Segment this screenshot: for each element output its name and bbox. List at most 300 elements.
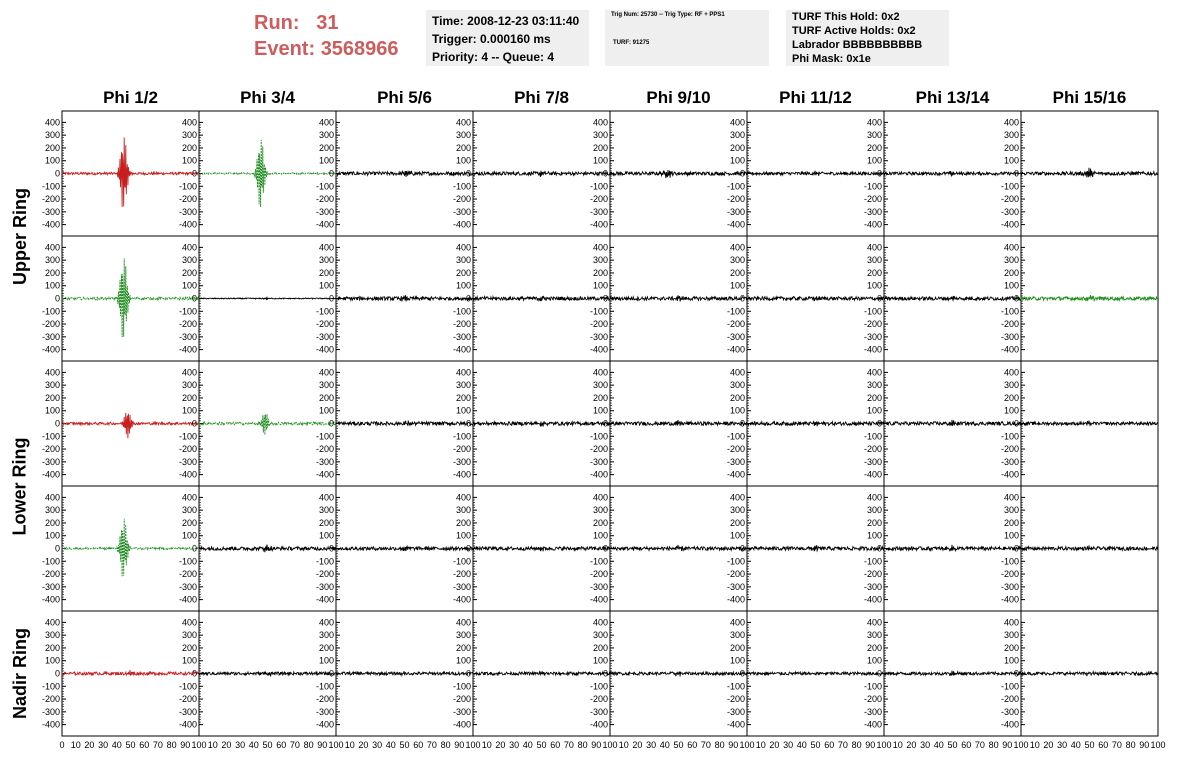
y-tick-label: 400 (44, 492, 60, 503)
panel-r1-c7 (1001, 236, 1158, 361)
panel-r4-c7 (1001, 611, 1158, 736)
y-tick-label: -100 (41, 681, 60, 692)
x-tick-label: 10 (1029, 740, 1040, 750)
y-tick-label: 400 (455, 242, 471, 253)
y-tick-label: 100 (592, 530, 608, 541)
labrador-line: Labrador BBBBBBBBBB (792, 39, 923, 51)
panel-r2-c3 (453, 361, 610, 486)
waveform-trace (1021, 168, 1158, 178)
y-tick-label: 100 (455, 655, 471, 666)
y-tick-label: -400 (41, 594, 60, 605)
y-tick-label: 400 (1003, 242, 1019, 253)
y-tick-label: 200 (866, 517, 882, 528)
waveform-trace (610, 170, 747, 178)
y-tick-label: -100 (178, 306, 197, 317)
y-tick-label: 200 (44, 267, 60, 278)
x-tick-label: 90 (1139, 740, 1150, 750)
y-tick-label: -300 (589, 706, 608, 717)
y-tick-label: -400 (41, 469, 60, 480)
panel-r3-c7 (1001, 486, 1158, 611)
x-tick-label: 60 (550, 740, 561, 750)
y-tick-label: -300 (178, 456, 197, 467)
y-tick-label: 0 (54, 293, 60, 304)
panel-r1-c5 (727, 236, 884, 361)
y-tick-label: 400 (44, 117, 60, 128)
panel-r4-c1 (179, 611, 336, 736)
y-tick-label: 0 (876, 668, 882, 679)
x-tick-label: 80 (988, 740, 999, 750)
x-tick-label: 10 (344, 740, 355, 750)
y-tick-label: 200 (592, 517, 608, 528)
y-tick-label: -300 (726, 331, 745, 342)
y-tick-label: 200 (181, 142, 197, 153)
y-tick-label: -200 (41, 569, 60, 580)
col-header-phi-9-10: Phi 9/10 (646, 88, 711, 107)
y-tick-label: 100 (318, 655, 334, 666)
col-header-phi-3-4: Phi 3/4 (240, 88, 295, 107)
x-tick-label: 0 (59, 740, 65, 750)
event-label: Event: (254, 38, 316, 60)
x-tick-label: 90 (865, 740, 876, 750)
y-tick-label: -200 (726, 194, 745, 205)
y-tick-label: -200 (452, 569, 471, 580)
y-tick-label: 0 (54, 543, 60, 554)
y-tick-label: 300 (181, 130, 197, 141)
x-tick-label: 70 (837, 740, 848, 750)
x-tick-label: 70 (426, 740, 437, 750)
y-tick-label: 300 (866, 380, 882, 391)
panel-r3-c6 (864, 486, 1021, 611)
x-tick-label: 50 (536, 740, 547, 750)
waveform-trace (610, 295, 747, 301)
y-tick-label: -400 (726, 594, 745, 605)
y-tick-label: -400 (178, 344, 197, 355)
y-tick-label: -300 (1000, 706, 1019, 717)
y-tick-label: 400 (455, 617, 471, 628)
col-header-phi-5-6: Phi 5/6 (377, 88, 432, 107)
nadir-ring-label: Nadir Ring (9, 627, 30, 720)
x-tick-label: 20 (769, 740, 780, 750)
panel-r2-c2 (316, 361, 473, 486)
y-tick-label: 0 (465, 668, 471, 679)
y-tick-label: -400 (863, 469, 882, 480)
y-tick-label: 400 (44, 242, 60, 253)
y-tick-label: 400 (181, 242, 197, 253)
y-tick-label: 400 (455, 492, 471, 503)
x-tick-label: 100 (739, 740, 755, 750)
x-tick-label: 30 (372, 740, 383, 750)
y-tick-label: -200 (452, 444, 471, 455)
y-tick-label: 300 (592, 130, 608, 141)
turf-line: TURF: 91275 (613, 40, 650, 46)
panel-r1-c1 (179, 236, 336, 361)
waveform-trace (473, 296, 610, 301)
y-tick-label: -300 (315, 581, 334, 592)
y-tick-label: -200 (315, 694, 334, 705)
y-tick-label: 200 (729, 517, 745, 528)
x-tick-label: 20 (358, 740, 369, 750)
panel-r2-c6 (864, 361, 1021, 486)
y-tick-label: 400 (729, 367, 745, 378)
x-tick-label: 30 (235, 740, 246, 750)
y-tick-label: 300 (44, 380, 60, 391)
x-tick-label: 80 (577, 740, 588, 750)
y-tick-label: 200 (181, 392, 197, 403)
y-tick-label: 200 (729, 642, 745, 653)
y-tick-label: 100 (44, 655, 60, 666)
y-tick-label: -300 (41, 581, 60, 592)
y-tick-label: -100 (452, 306, 471, 317)
x-tick-label: 40 (522, 740, 533, 750)
x-tick-label: 100 (602, 740, 618, 750)
y-tick-label: -100 (863, 181, 882, 192)
y-tick-label: -100 (726, 431, 745, 442)
y-tick-label: -400 (315, 344, 334, 355)
y-tick-label: -400 (1000, 469, 1019, 480)
x-tick-label: 80 (714, 740, 725, 750)
y-tick-label: 200 (592, 642, 608, 653)
y-tick-label: 200 (455, 392, 471, 403)
trig-line: Trig Num: 25730 -- Trig Type: RF + PPS1 (611, 12, 725, 18)
y-tick-label: 400 (729, 492, 745, 503)
y-tick-label: -400 (863, 594, 882, 605)
y-tick-label: 0 (739, 543, 745, 554)
waveform-trace (747, 421, 884, 426)
phi-mask-line: Phi Mask: 0x1e (792, 53, 871, 65)
panel-r3-c3 (453, 486, 610, 611)
y-tick-label: 100 (1003, 405, 1019, 416)
waveform-trace (199, 545, 336, 553)
y-tick-label: 0 (54, 168, 60, 179)
y-tick-label: -300 (726, 206, 745, 217)
y-tick-label: -300 (863, 456, 882, 467)
x-tick-label: 40 (385, 740, 396, 750)
panel-r4-c4 (590, 611, 747, 736)
y-tick-label: -200 (863, 569, 882, 580)
y-tick-label: -200 (589, 444, 608, 455)
x-tick-label: 80 (166, 740, 177, 750)
y-tick-label: 300 (318, 630, 334, 641)
y-tick-label: -100 (726, 306, 745, 317)
y-tick-label: -400 (726, 344, 745, 355)
y-tick-label: 0 (876, 543, 882, 554)
y-tick-label: -300 (452, 706, 471, 717)
panel-r3-c5 (727, 486, 884, 611)
waveform-trace (747, 672, 884, 675)
x-tick-label: 30 (646, 740, 657, 750)
y-tick-label: -300 (863, 206, 882, 217)
y-tick-label: 300 (592, 630, 608, 641)
y-tick-label: 100 (44, 530, 60, 541)
x-tick-label: 100 (876, 740, 892, 750)
y-tick-label: 400 (44, 617, 60, 628)
col-header-phi-15-16: Phi 15/16 (1052, 88, 1127, 107)
panel-r3-c2 (316, 486, 473, 611)
x-tick-label: 20 (1043, 740, 1054, 750)
y-tick-label: 400 (44, 367, 60, 378)
y-tick-label: -300 (315, 456, 334, 467)
y-tick-label: 0 (328, 168, 334, 179)
y-tick-label: -200 (41, 194, 60, 205)
y-tick-label: -100 (1000, 681, 1019, 692)
y-tick-label: -200 (1000, 194, 1019, 205)
panel-r4-c0 (42, 611, 199, 736)
y-tick-label: 400 (592, 617, 608, 628)
panel-r0-c0 (42, 111, 199, 236)
y-tick-label: 200 (1003, 267, 1019, 278)
panel-r4-c6 (864, 611, 1021, 736)
y-tick-label: 400 (592, 117, 608, 128)
x-tick-label: 50 (810, 740, 821, 750)
y-tick-label: -400 (315, 594, 334, 605)
panel-r3-c4 (590, 486, 747, 611)
y-tick-label: 300 (318, 255, 334, 266)
y-tick-label: 300 (318, 380, 334, 391)
x-tick-label: 70 (974, 740, 985, 750)
y-tick-label: 400 (592, 367, 608, 378)
y-tick-label: -200 (452, 319, 471, 330)
y-tick-label: -400 (863, 219, 882, 230)
y-tick-label: -100 (863, 556, 882, 567)
y-tick-label: 100 (1003, 280, 1019, 291)
x-tick-label: 20 (495, 740, 506, 750)
y-tick-label: 400 (318, 367, 334, 378)
y-tick-label: -400 (41, 719, 60, 730)
y-tick-label: 100 (592, 280, 608, 291)
y-tick-label: 300 (44, 130, 60, 141)
y-tick-label: 400 (318, 242, 334, 253)
turf-hold-line: TURF This Hold: 0x2 (792, 11, 900, 23)
y-tick-label: 300 (318, 505, 334, 516)
y-tick-label: -100 (178, 431, 197, 442)
y-tick-label: 100 (455, 530, 471, 541)
y-tick-label: -100 (315, 681, 334, 692)
run-value: 31 (316, 12, 339, 34)
y-tick-label: -300 (178, 331, 197, 342)
waveform-trace (1021, 672, 1158, 677)
waveform-trace (1021, 545, 1158, 550)
y-tick-label: -200 (178, 319, 197, 330)
y-tick-label: 100 (44, 405, 60, 416)
y-tick-label: 400 (1003, 367, 1019, 378)
x-tick-label: 50 (262, 740, 273, 750)
y-tick-label: 0 (191, 543, 197, 554)
event-value: 3568966 (320, 38, 399, 60)
y-tick-label: 200 (866, 267, 882, 278)
y-tick-label: -100 (452, 431, 471, 442)
y-tick-label: 0 (465, 168, 471, 179)
panel-r2-c4 (590, 361, 747, 486)
y-tick-label: -200 (726, 319, 745, 330)
x-tick-label: 100 (328, 740, 344, 750)
y-tick-label: -300 (41, 706, 60, 717)
panel-r0-c1 (179, 111, 336, 236)
x-tick-label: 70 (563, 740, 574, 750)
y-tick-label: 400 (729, 117, 745, 128)
y-tick-label: 0 (1013, 668, 1019, 679)
y-tick-label: -200 (863, 194, 882, 205)
y-tick-label: 100 (181, 655, 197, 666)
panel-r0-c6 (864, 111, 1021, 236)
y-tick-label: 200 (592, 142, 608, 153)
panel-r0-c7 (1001, 111, 1158, 236)
y-tick-label: 100 (866, 655, 882, 666)
trigger-line: Trigger: 0.000160 ms (432, 32, 551, 46)
panel-r1-c0 (42, 236, 199, 361)
y-tick-label: -300 (1000, 331, 1019, 342)
waveform-trace (1021, 295, 1158, 301)
waveform-trace (884, 171, 1021, 176)
y-tick-label: -100 (1000, 181, 1019, 192)
y-tick-label: 0 (1013, 418, 1019, 429)
y-tick-label: 200 (318, 142, 334, 153)
y-tick-label: 0 (876, 168, 882, 179)
waveform-trace (1021, 421, 1158, 426)
y-tick-label: -200 (863, 319, 882, 330)
y-tick-label: -100 (726, 556, 745, 567)
y-tick-label: 400 (181, 117, 197, 128)
x-tick-label: 90 (1002, 740, 1013, 750)
x-tick-label: 80 (1125, 740, 1136, 750)
y-tick-label: -100 (452, 681, 471, 692)
y-tick-label: 100 (592, 655, 608, 666)
y-tick-label: 200 (455, 517, 471, 528)
y-tick-label: -100 (315, 431, 334, 442)
y-tick-label: 300 (1003, 130, 1019, 141)
panel-r1-c3 (453, 236, 610, 361)
y-tick-label: 400 (1003, 117, 1019, 128)
x-tick-label: 10 (70, 740, 81, 750)
y-tick-label: -300 (452, 331, 471, 342)
y-tick-label: 0 (328, 543, 334, 554)
y-tick-label: 200 (592, 392, 608, 403)
y-tick-label: 0 (602, 168, 608, 179)
waveform-trace (62, 670, 199, 675)
waveform-trace (199, 672, 336, 676)
x-tick-label: 80 (851, 740, 862, 750)
y-tick-label: -400 (726, 219, 745, 230)
y-tick-label: 200 (318, 392, 334, 403)
y-tick-label: 300 (455, 380, 471, 391)
y-tick-label: 100 (729, 530, 745, 541)
waveform-trace (473, 671, 610, 675)
waveform-trace (610, 545, 747, 551)
y-tick-label: -300 (452, 456, 471, 467)
y-tick-label: -300 (863, 706, 882, 717)
x-tick-label: 60 (413, 740, 424, 750)
y-tick-label: -200 (41, 319, 60, 330)
y-tick-label: -200 (41, 694, 60, 705)
y-tick-label: -400 (726, 719, 745, 730)
waveform-trace (336, 421, 473, 426)
y-tick-label: -100 (589, 306, 608, 317)
y-tick-label: 200 (44, 642, 60, 653)
waveform-trace (747, 545, 884, 551)
panel-r2-c0 (42, 361, 199, 486)
y-tick-label: 300 (866, 255, 882, 266)
y-tick-label: -300 (863, 331, 882, 342)
y-tick-label: 100 (866, 155, 882, 166)
y-tick-label: -400 (315, 469, 334, 480)
y-tick-label: 400 (866, 242, 882, 253)
y-tick-label: -400 (178, 719, 197, 730)
col-header-phi-11-12: Phi 11/12 (779, 88, 852, 107)
y-tick-label: 100 (729, 155, 745, 166)
y-tick-label: 400 (455, 117, 471, 128)
y-tick-label: 100 (181, 155, 197, 166)
y-tick-label: -100 (1000, 556, 1019, 567)
y-tick-label: -100 (41, 431, 60, 442)
panel-r0-c4 (590, 111, 747, 236)
y-tick-label: -400 (726, 469, 745, 480)
y-tick-label: 0 (739, 668, 745, 679)
y-tick-label: 400 (1003, 617, 1019, 628)
y-tick-label: 0 (191, 293, 197, 304)
y-tick-label: -400 (589, 344, 608, 355)
y-tick-label: 0 (191, 168, 197, 179)
y-tick-label: 100 (866, 280, 882, 291)
y-tick-label: 100 (318, 280, 334, 291)
lower-ring-label: Lower Ring (9, 437, 30, 535)
y-tick-label: 300 (592, 380, 608, 391)
y-tick-label: -100 (178, 681, 197, 692)
x-tick-label: 50 (947, 740, 958, 750)
y-tick-label: 200 (866, 142, 882, 153)
y-tick-label: -200 (1000, 569, 1019, 580)
y-tick-label: -100 (863, 431, 882, 442)
x-tick-label: 50 (673, 740, 684, 750)
y-tick-label: 100 (866, 530, 882, 541)
y-tick-label: 0 (876, 293, 882, 304)
x-tick-label: 10 (481, 740, 492, 750)
y-tick-label: 100 (729, 405, 745, 416)
y-tick-label: 0 (876, 418, 882, 429)
panel-r3-c1 (179, 486, 336, 611)
y-tick-label: -100 (315, 306, 334, 317)
y-tick-label: -200 (452, 694, 471, 705)
panel-r2-c7 (1001, 361, 1158, 486)
y-tick-label: -300 (1000, 206, 1019, 217)
y-tick-label: -400 (589, 719, 608, 730)
y-tick-label: -200 (178, 694, 197, 705)
y-tick-label: -300 (315, 706, 334, 717)
y-tick-label: -100 (589, 181, 608, 192)
y-tick-label: 100 (318, 405, 334, 416)
waveform-trace (884, 420, 1021, 426)
y-tick-label: 0 (54, 418, 60, 429)
x-tick-label: 100 (191, 740, 207, 750)
x-tick-label: 100 (465, 740, 481, 750)
y-tick-label: 100 (592, 155, 608, 166)
x-tick-label: 10 (892, 740, 903, 750)
y-tick-label: -100 (41, 181, 60, 192)
y-tick-label: 100 (181, 280, 197, 291)
y-tick-label: -100 (178, 181, 197, 192)
y-tick-label: 100 (318, 155, 334, 166)
y-tick-label: -300 (1000, 456, 1019, 467)
x-tick-label: 50 (399, 740, 410, 750)
y-tick-label: 300 (866, 630, 882, 641)
x-tick-label: 30 (98, 740, 109, 750)
y-tick-label: 300 (729, 130, 745, 141)
y-tick-label: 300 (1003, 380, 1019, 391)
x-tick-label: 10 (755, 740, 766, 750)
x-tick-label: 80 (303, 740, 314, 750)
y-tick-label: 300 (181, 255, 197, 266)
col-header-phi-7-8: Phi 7/8 (514, 88, 569, 107)
y-tick-label: -300 (589, 456, 608, 467)
y-tick-label: -200 (1000, 444, 1019, 455)
